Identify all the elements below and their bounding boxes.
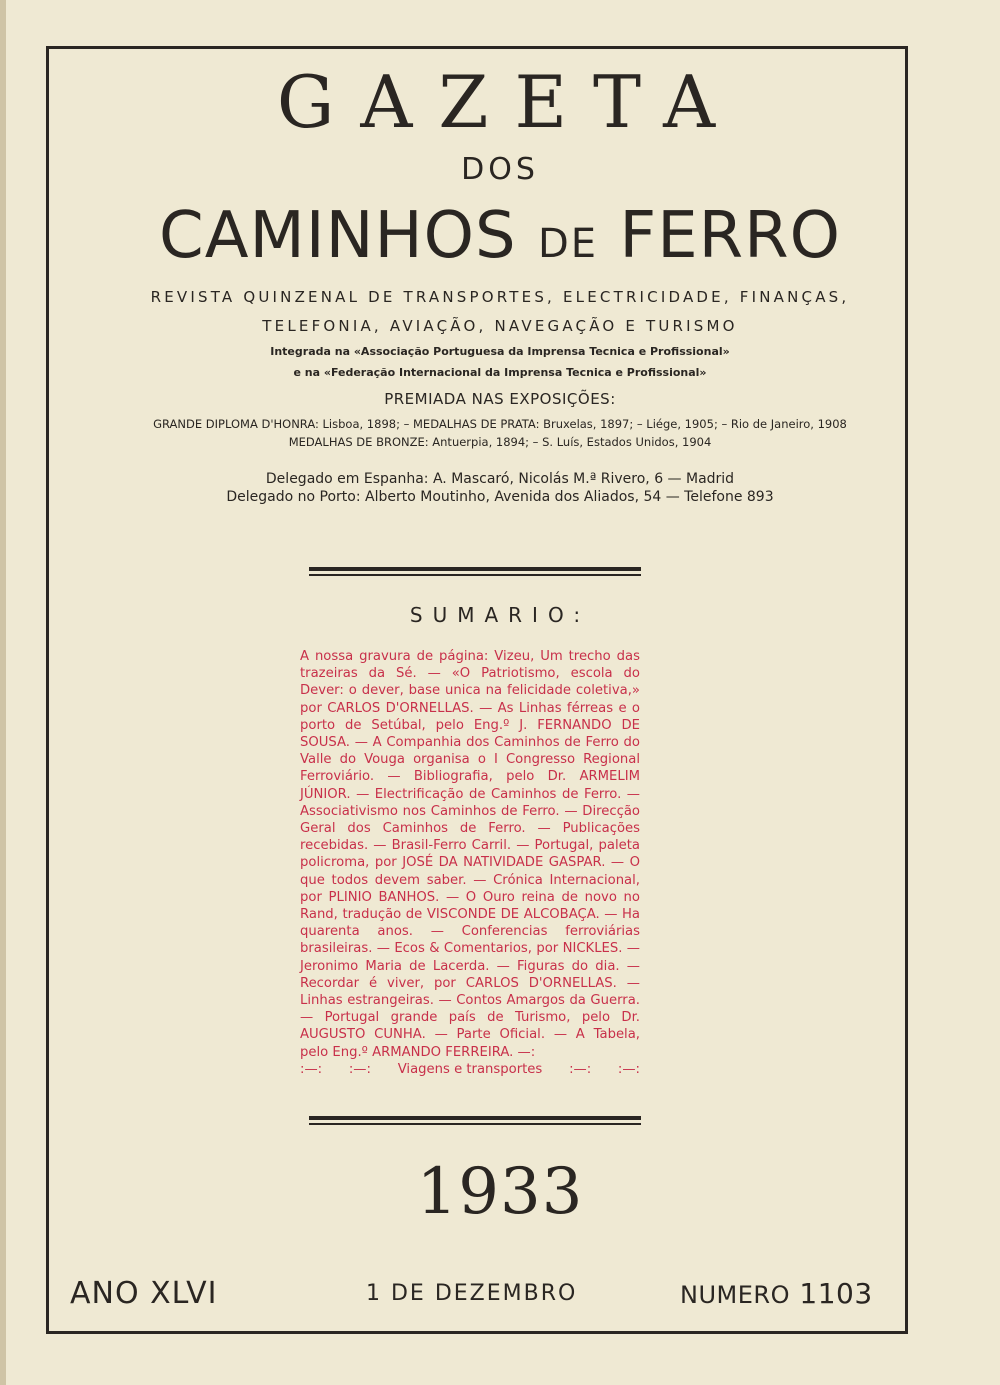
numero-value: 1103 bbox=[799, 1277, 873, 1310]
delegado-porto: Delegado no Porto: Alberto Moutinho, Avenida dos Aliados, 54 — Telefone 893 bbox=[226, 489, 774, 505]
subtitle-line-2: TELEFONIA, AVIAÇÃO, NAVEGAÇÃO E TURISMO bbox=[262, 317, 738, 335]
delegado-espanha: Delegado em Espanha: A. Mascaró, Nicolás M.ª Rivero, 6 — Madrid bbox=[265, 471, 735, 487]
summary-title: SUMARIO: bbox=[409, 603, 591, 627]
premiada-heading: PREMIADA NAS EXPOSIÇÕES: bbox=[384, 390, 616, 408]
diplomas-line-2: MEDALHAS DE BRONZE: Antuerpia, 1894; – S. Luís, Estados Unidos, 1904 bbox=[288, 435, 712, 449]
top-double-rule bbox=[309, 567, 641, 576]
footer-ano: ANO XLVI bbox=[70, 1276, 218, 1311]
summary-viagens: Viagens e transportes bbox=[397, 1061, 543, 1077]
masthead-word-ferro: FERRO bbox=[619, 199, 841, 273]
diplomas-line-1: GRANDE DIPLOMA D'HONRA: Lisboa, 1898; – MEDALHAS DE PRATA: Bruxelas, 1897; – Liége, 1905; – Rio de Janeiro, 1908 bbox=[153, 417, 847, 431]
summary-body: A nossa gravura de página: Vizeu, Um trecho das trazeiras da Sé. — «O Patriotismo, escola do Dever: o dever, base unica na felicidade coletiva,» por CARLOS D'ORNELLAS. — As Linhas férreas e o porto de Setúbal, pelo Eng.º J. FERNANDO DE SOUSA. — A Companhia dos Caminhos de Ferro do Valle do Vouga organisa o I Congresso Regional Ferroviário. — Bibliografia, pelo Dr. ARMELIM JÚNIOR. — Electrificação de Caminhos de Ferro. — Associativismo nos Caminhos de Ferro. — Direcção Geral dos Caminhos de Ferro. — Publicações recebidas. — Brasil-Ferro Carril. — Portugal, paleta policroma, por JOSÉ DA NATIVIDADE GASPAR. — O que todos devem saber. — Crónica Internacional, por PLINIO BANHOS. — O Ouro reina de novo no Rand, tradução de VISCONDE DE ALCOBAÇA. — Ha quarenta anos. — Conferencias ferroviárias brasileiras. — Ecos & Comentarios, por NICKLES. — Jeronimo Maria de Lacerda. — Figuras do dia. — Recordar é viver, por CARLOS D'ORNELLAS. — Linhas estrangeiras. — Contos Amargos da Guerra. — Portugal grande país de Turismo, pelo Dr. AUGUSTO CUNHA. — Parte Oficial. — A Tabela, pelo Eng.º ARMANDO FERREIRA. —: bbox=[300, 649, 640, 1060]
summary-ornament: :—: bbox=[617, 1061, 640, 1077]
bottom-double-rule bbox=[309, 1116, 641, 1125]
summary-last-line bbox=[300, 1061, 640, 1078]
integrada-line-1: Integrada na «Associação Portuguesa da Imprensa Tecnica e Profissional» bbox=[270, 345, 730, 358]
masthead-title-dos: DOS bbox=[461, 152, 539, 187]
numero-label: NUMERO bbox=[680, 1281, 790, 1309]
footer-date: 1 DE DEZEMBRO bbox=[366, 1281, 578, 1306]
summary-ornament: :—: bbox=[569, 1061, 592, 1077]
masthead-title-gazeta: GAZETA bbox=[276, 60, 742, 144]
summary-ornament: :—: bbox=[348, 1061, 371, 1077]
summary-ornament: :—: bbox=[300, 1061, 323, 1077]
subtitle-line-1: REVISTA QUINZENAL DE TRANSPORTES, ELECTRICIDADE, FINANÇAS, bbox=[150, 288, 850, 306]
masthead-word-caminhos: CAMINHOS bbox=[159, 199, 517, 273]
summary-text bbox=[300, 648, 640, 1078]
footer-numero bbox=[680, 1274, 873, 1315]
masthead-title-caminhos-de-ferro bbox=[0, 196, 1000, 284]
integrada-line-2: e na «Federação Internacional da Imprensa Tecnica e Profissional» bbox=[293, 366, 707, 379]
year: 1933 bbox=[416, 1155, 584, 1229]
masthead-word-de: DE bbox=[537, 221, 599, 267]
